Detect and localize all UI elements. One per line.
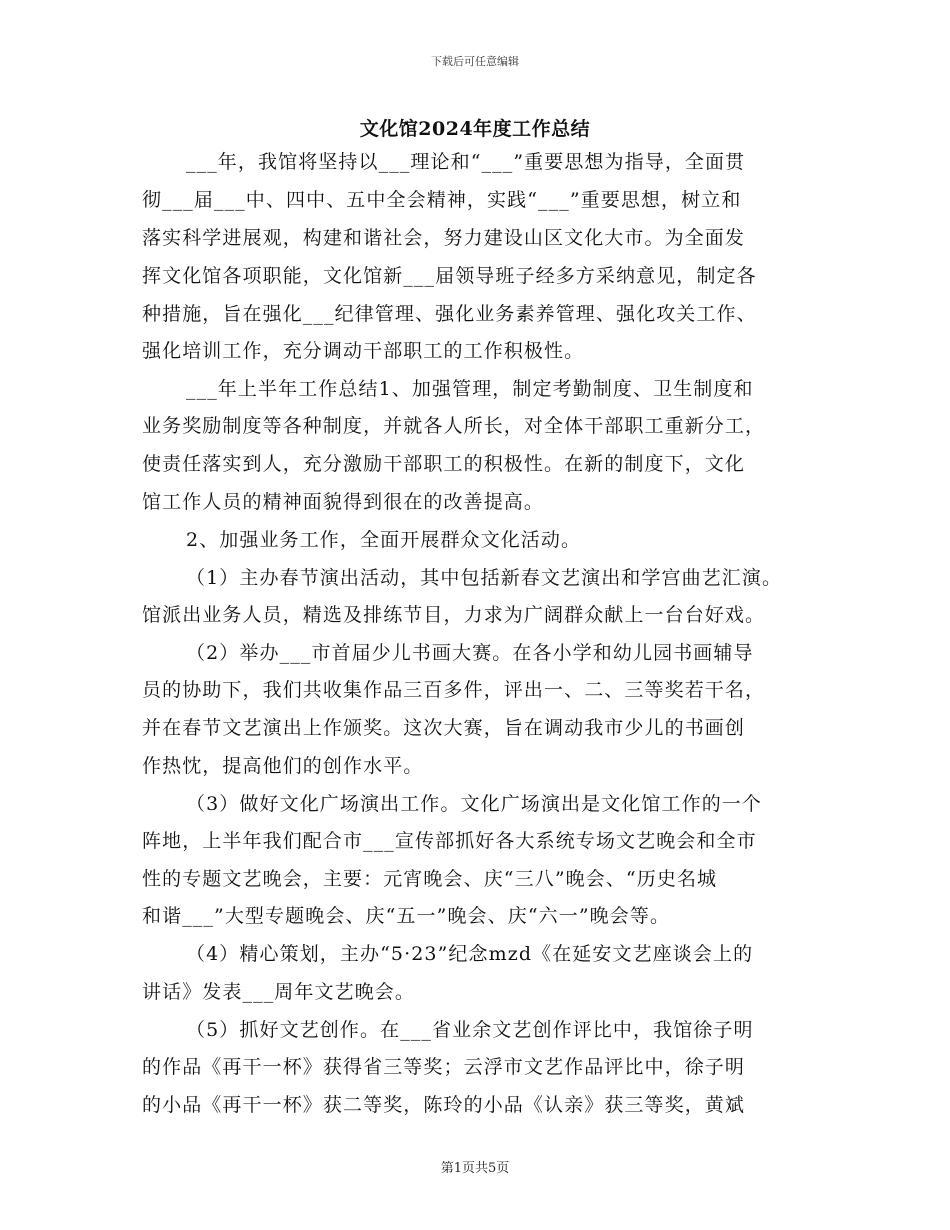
page-number: 第1页共5页: [440, 1161, 510, 1176]
body-line: 的小品《再干一杯》获二等奖，陈玲的小品《认亲》获三等奖，黄斌: [142, 1094, 746, 1116]
body-line: ___年上半年工作总结1、加强管理，制定考勤制度、卫生制度和: [186, 378, 754, 400]
body-line: 员的协助下，我们共收集作品三百多件，评出一、二、三等奖若干名，: [142, 679, 766, 701]
body-line: （5）抓好文艺创作。在___省业余文艺创作评比中，我馆徐子明: [186, 1019, 754, 1041]
body-line: 彻___届___中、四中、五中全会精神，实践“___”重要思想，树立和: [142, 189, 742, 211]
body-line: （1）主办春节演出活动，其中包括新春文艺演出和学宫曲艺汇演。: [186, 567, 783, 589]
body-line: 落实科学进展观，构建和谐社会，努力建设山区文化大市。为全面发: [142, 227, 746, 249]
body-line: 馆工作人员的精神面貌得到很在的改善提高。: [142, 491, 545, 513]
download-note: 下载后可任意编辑: [431, 55, 519, 68]
body-line: （3）做好文化广场演出工作。文化广场演出是文化馆工作的一个: [186, 793, 762, 815]
body-line: 种措施，旨在强化___纪律管理、强化业务素养管理、强化攻关工作、: [142, 303, 757, 325]
body-line: 阵地，上半年我们配合市___宣传部抓好各大系统专场文艺晚会和全市: [142, 830, 757, 852]
body-line: （2）举办___市首届少儿书画大赛。在各小学和幼儿园书画辅导: [186, 642, 754, 664]
body-line: 的作品《再干一杯》获得省三等奖；云浮市文艺作品评比中，徐子明: [142, 1056, 746, 1078]
body-line: 性的专题文艺晚会，主要：元宵晚会、庆“三八”晚会、“历史名城: [142, 868, 718, 890]
body-line: 业务奖励制度等各种制度，并就各人所长，对全体干部职工重新分工，: [142, 415, 766, 437]
body-line: （4）精心策划，主办“5·23”纪念mzd《在延安文艺座谈会上的: [186, 943, 754, 965]
body-line: 并在春节文艺演出上作颁奖。这次大赛，旨在调动我市少儿的书画创: [142, 717, 746, 739]
body-line: 使责任落实到人，充分激励干部职工的积极性。在新的制度下，文化: [142, 453, 746, 475]
body-line: ___年，我馆将坚持以___理论和“___”重要思想为指导，全面贯: [186, 151, 746, 173]
body-line: 馆派出业务人员，精选及排练节目，力求为广阔群众献上一台台好戏。: [142, 604, 766, 626]
body-line: 讲话》发表___周年文艺晚会。: [142, 981, 416, 1003]
body-line: 挥文化馆各项职能，文化馆新___届领导班子经多方采纳意见，制定各: [142, 265, 757, 287]
body-line: 作热忱，提高他们的创作水平。: [142, 755, 424, 777]
body-line: 2、加强业务工作，全面开展群众文化活动。: [186, 529, 582, 551]
body-line: 和谐___”大型专题晚会、庆“五一”晚会、庆“六一”晚会等。: [142, 905, 671, 927]
document-title: 文化馆2024年度工作总结: [359, 118, 591, 140]
body-line: 强化培训工作，充分调动干部职工的工作积极性。: [142, 340, 585, 362]
